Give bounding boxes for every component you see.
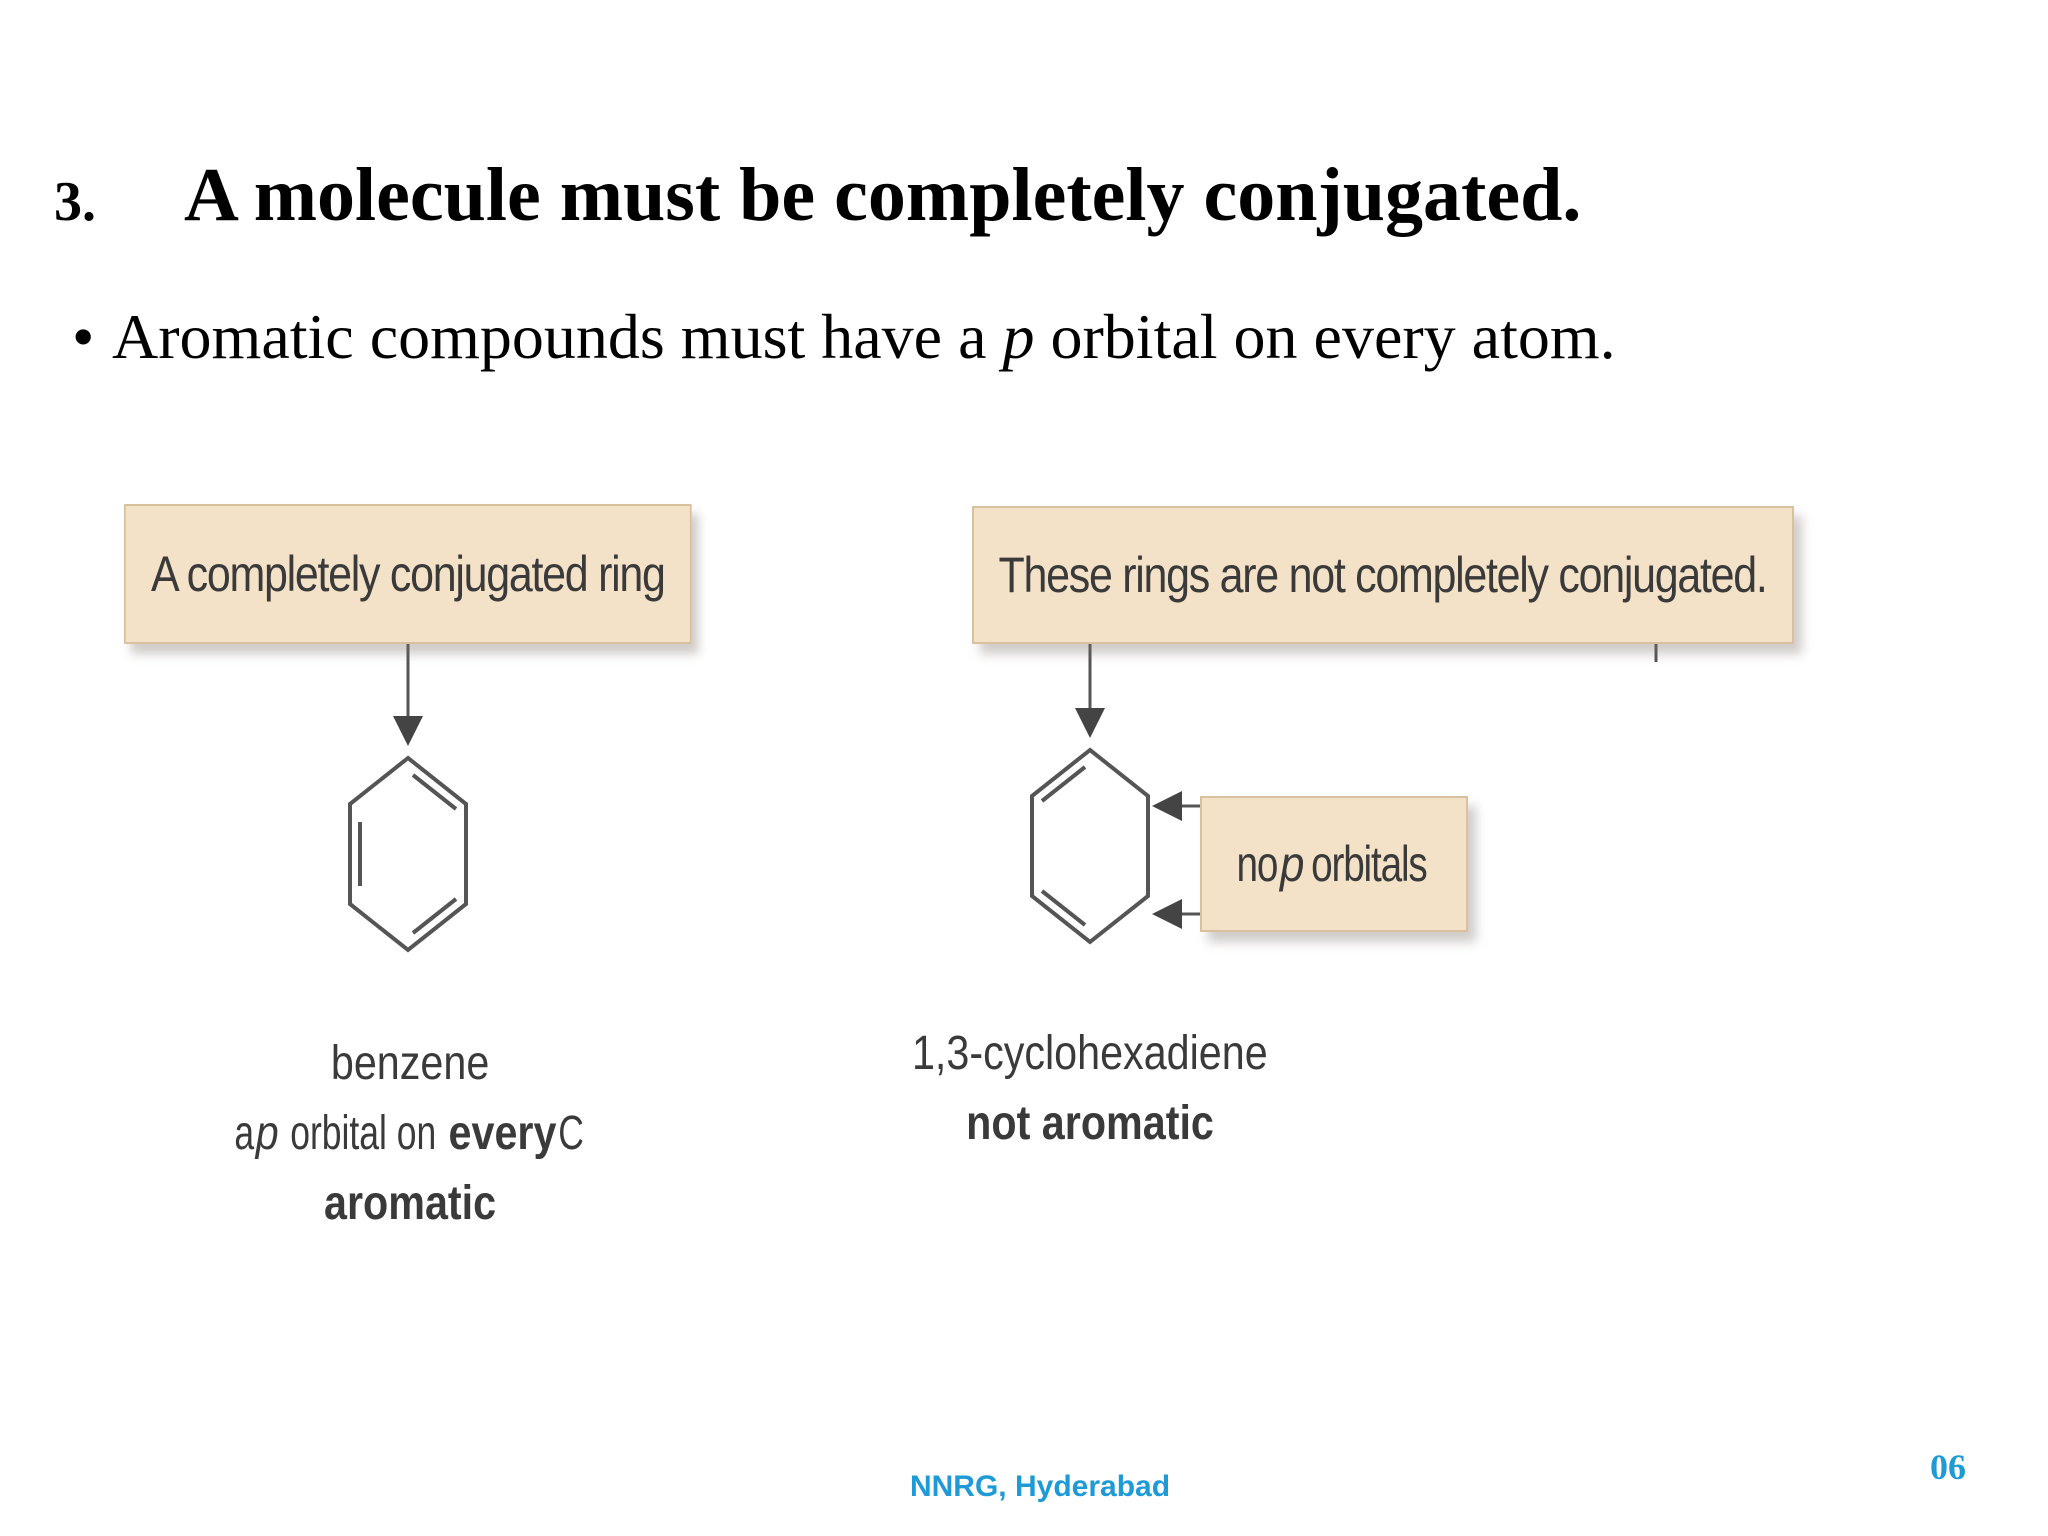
benzene-verdict — [170, 1176, 650, 1231]
orbital-line-suffix: C — [558, 1107, 585, 1160]
cyclohexadiene-structure — [1032, 750, 1148, 942]
cyclohexadiene-name-text: 1,3-cyclohexadiene — [912, 1027, 1268, 1080]
benzene-name — [170, 1036, 650, 1091]
benzene-name-text: benzene — [330, 1037, 490, 1090]
benzene-orbital-line — [150, 1106, 670, 1161]
bullet-italic-p: p — [1002, 301, 1035, 372]
footer-organization: NNRG, Hyderabad — [909, 1470, 1171, 1503]
no-p-prefix: no — [1236, 836, 1278, 892]
page-number: 06 — [1930, 1447, 1966, 1487]
cyclohexadiene-verdict-text: not aromatic — [966, 1097, 1214, 1150]
orbital-line-mid: orbital on — [291, 1107, 438, 1160]
cyclohexadiene-verdict — [880, 1096, 1300, 1151]
cyclohexadiene-name — [880, 1026, 1300, 1081]
heading-number: 3. — [54, 171, 96, 233]
orbital-line-prefix: a — [234, 1107, 255, 1160]
benzene-verdict-text: aromatic — [323, 1177, 497, 1230]
orbital-line-bold: every — [449, 1107, 557, 1160]
bullet-marker: • — [72, 301, 95, 372]
bullet-text-end: orbital on every atom. — [1034, 301, 1616, 372]
completely-conjugated-label: A completely conjugated ring — [124, 504, 692, 644]
not-conjugated-label-text: These rings are not completely conjugated. — [998, 547, 1768, 603]
not-conjugated-label — [972, 506, 1794, 644]
no-p-orbitals-label — [1200, 796, 1468, 932]
no-p-suffix: orbitals — [1310, 836, 1427, 892]
bullet-text-start: Aromatic compounds must have a — [112, 301, 1003, 372]
orbital-line-italic: p — [256, 1107, 280, 1160]
benzene-structure — [350, 758, 466, 950]
no-p-orbitals-text — [1234, 835, 1435, 893]
heading-text: A molecule must be completely conjugated. — [184, 153, 1582, 237]
no-p-italic: p — [1279, 836, 1304, 892]
benzene-orbital-text — [233, 1106, 586, 1161]
